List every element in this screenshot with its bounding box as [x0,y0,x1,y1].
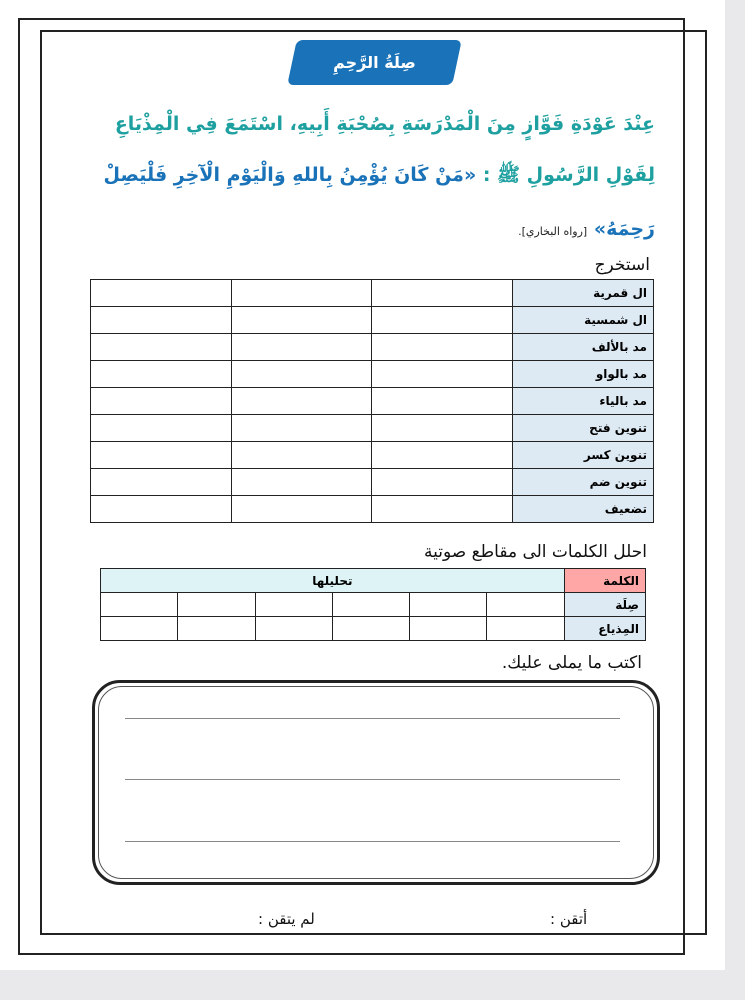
syllables-table [100,568,646,641]
syllable-cell[interactable] [178,593,255,617]
answer-cell[interactable] [372,469,513,496]
answer-cell[interactable] [231,307,372,334]
syllable-cell[interactable] [332,593,409,617]
answer-cell[interactable] [231,415,372,442]
answer-cell[interactable] [231,469,372,496]
row-label: مد بالألف [513,334,654,361]
word-label: المِذياع [564,617,645,641]
extract-heading: استخرج [594,255,650,275]
answer-cell[interactable] [372,388,513,415]
hadith-text: «مَنْ كَانَ يُؤْمِنُ بِاللهِ وَالْيَوْمِ الْآخِرِ فَلْيَصِلْ [103,164,477,186]
table-row [101,617,646,641]
passage-line-2 [104,163,655,191]
answer-cell[interactable] [91,469,232,496]
table-row [91,442,654,469]
answer-cell[interactable] [372,280,513,307]
syllable-cell[interactable] [487,617,564,641]
answer-cell[interactable] [372,442,513,469]
table-row [101,593,646,617]
syllable-cell[interactable] [255,593,332,617]
row-label: تنوين ضم [513,469,654,496]
answer-cell[interactable] [372,415,513,442]
table-row [91,307,654,334]
title: صِلَةُ الرَّحِمِ [333,53,416,72]
table-row [91,334,654,361]
hadith-end: رَحِمَهُ» [593,218,655,240]
answer-cell[interactable] [231,388,372,415]
answer-cell[interactable] [231,442,372,469]
table-row [91,388,654,415]
passage-line-1: عِنْدَ عَوْدَةِ فَوَّازٍ مِنَ الْمَدْرَسَةِ بِصُحْبَةِ أَبِيهِ، اسْتَمَعَ فِي الْمِذْيَاعِ [114,113,655,135]
answer-cell[interactable] [91,388,232,415]
answer-cell[interactable] [91,334,232,361]
table-row [91,496,654,523]
answer-cell[interactable] [372,334,513,361]
dictation-box-inner [98,686,654,879]
passage-line-3 [518,218,655,240]
col-analysis-header: تحليلها [101,569,565,593]
table-header-row [101,569,646,593]
syllable-cell[interactable] [487,593,564,617]
mastered-label: أتقن : [550,910,588,928]
passage-line-2a: لِقَوْلِ الرَّسُولِ ﷺ : [482,164,655,186]
syllable-cell[interactable] [410,617,487,641]
row-label: مد بالياء [513,388,654,415]
table-row [91,361,654,388]
answer-cell[interactable] [91,415,232,442]
row-label: ال قمرية [513,280,654,307]
answer-cell[interactable] [91,361,232,388]
row-label: تنوين فتح [513,415,654,442]
writing-line[interactable] [125,718,620,719]
extract-table [90,279,654,523]
table-row [91,469,654,496]
syllable-cell[interactable] [101,617,178,641]
answer-cell[interactable] [231,334,372,361]
not-mastered-label: لم يتقن : [258,910,315,928]
writing-line[interactable] [125,779,620,780]
table-row [91,280,654,307]
syllable-cell[interactable] [178,617,255,641]
answer-cell[interactable] [231,280,372,307]
syllables-heading: احلل الكلمات الى مقاطع صوتية [423,542,647,562]
answer-cell[interactable] [91,496,232,523]
answer-cell[interactable] [231,496,372,523]
answer-cell[interactable] [231,361,372,388]
writing-line[interactable] [125,841,620,842]
row-label: مد بالواو [513,361,654,388]
dictation-heading: اكتب ما يملى عليك. [501,653,642,673]
syllable-cell[interactable] [101,593,178,617]
answer-cell[interactable] [91,280,232,307]
row-label: تضعيف [513,496,654,523]
syllable-cell[interactable] [332,617,409,641]
row-label: تنوين كسر [513,442,654,469]
syllable-cell[interactable] [255,617,332,641]
word-label: صِلَة [564,593,645,617]
page-margin-bottom [0,970,745,1000]
table-row [91,415,654,442]
page-margin-right [725,0,745,1000]
syllable-cell[interactable] [410,593,487,617]
col-word-header: الكلمة [564,569,645,593]
hadith-reference: [رواه البخاري]. [518,225,588,238]
answer-cell[interactable] [372,361,513,388]
answer-cell[interactable] [91,442,232,469]
answer-cell[interactable] [372,307,513,334]
answer-cell[interactable] [91,307,232,334]
answer-cell[interactable] [372,496,513,523]
row-label: ال شمسية [513,307,654,334]
